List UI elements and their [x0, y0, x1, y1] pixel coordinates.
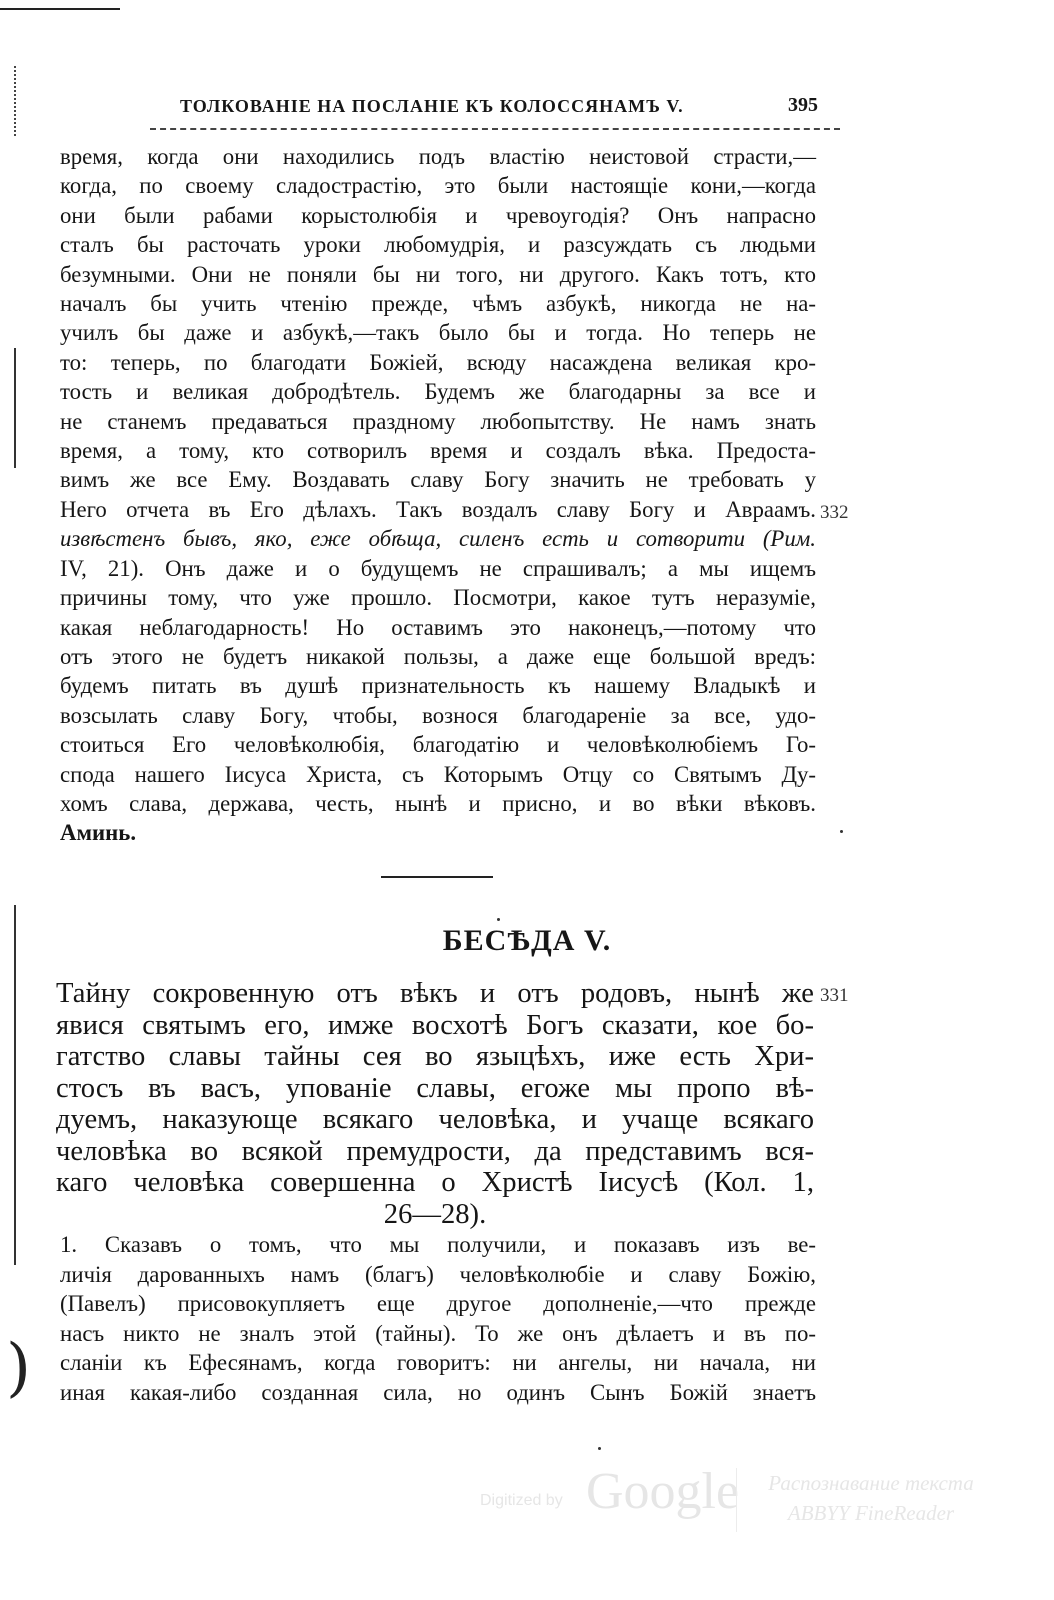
- watermark-recognition: [746, 1468, 996, 1528]
- scan-edge-bar: [14, 348, 16, 468]
- page-number: 395: [788, 94, 818, 116]
- text-line: личія дарованныхъ намъ (благъ) человѣколюбіе и славу Божію,: [60, 1261, 816, 1287]
- text-line: тость и великая добродѣтель. Будемъ же благодарны за все и: [60, 379, 816, 405]
- watermark-recognition-line: Распознавание текста: [768, 1471, 974, 1495]
- text-line: вимъ же все Ему. Воздавать славу Богу значить не требовать у: [60, 467, 816, 493]
- epigraph-line: человѣка во всякой премудрости, да представимъ вся-: [56, 1135, 814, 1167]
- section-divider: [381, 876, 493, 878]
- text-line: иная какая-либо созданная сила, но одинъ Сынъ Божій знаетъ: [60, 1379, 816, 1405]
- epigraph-line: Тайну сокровенную отъ вѣкъ и отъ родовъ, нынѣ же: [56, 978, 814, 1009]
- margin-reference-number: 332: [820, 502, 849, 523]
- text-line: они были рабами корыстолюбія и чревоугодія? Онъ напрасно: [60, 202, 816, 228]
- text-line: сталъ бы расточать уроки любомудрія, и разсуждать съ людьми: [60, 232, 816, 258]
- text-line: (Павелъ) присовокупляетъ еще другое дополненіе,—что прежде: [60, 1291, 816, 1316]
- text-line: хомъ слава, держава, честь, нынѣ и присно, и во вѣки вѣковъ.: [60, 790, 816, 816]
- text-line: время, а тому, кто сотворилъ время и создалъ вѣка. Предоста-: [60, 438, 816, 464]
- text-line: стоиться Его человѣколюбія, благодатію и человѣколюбіемъ Го-: [60, 732, 816, 758]
- scan-edge-marks: [14, 66, 20, 136]
- text-line: училъ бы даже и азбукѣ,—такъ было бы и тогда. Но теперь не: [60, 320, 816, 346]
- text-line: IV, 21). Онъ даже и о будущемъ не спрашивалъ; а мы ищемъ: [60, 555, 816, 581]
- margin-reference-number: 331: [820, 985, 849, 1006]
- watermark-separator: [736, 1468, 737, 1532]
- text-line: началъ бы учить чтенію прежде, чѣмъ азбукѣ, никогда не на-: [60, 291, 816, 317]
- text-line: то: теперь, по благодати Божіей, всюду насаждена великая кро-: [60, 349, 816, 375]
- text-line: какая неблагодарность! Но оставимъ это наконецъ,—потому что: [60, 614, 816, 640]
- text-line: сланіи къ Ефесянамъ, когда говоритъ: ни ангелы, ни начала, ни: [60, 1350, 816, 1375]
- text-line: не станемъ предаваться праздному любопытству. Не намъ знать: [60, 408, 816, 434]
- digitization-watermark: [480, 1463, 1000, 1548]
- watermark-recognition-line: ABBYY FineReader: [787, 1501, 955, 1525]
- scripture-epigraph: [56, 978, 814, 1230]
- watermark-digitized-by: Digitized by: [480, 1492, 563, 1509]
- text-line: спода нашего Іисуса Христа, съ Которымъ Отцу со Святымъ Ду-: [60, 761, 816, 787]
- continued-text-block: [60, 142, 816, 848]
- text-line: причины тому, что уже прошло. Посмотри, какое тутъ неразуміе,: [60, 585, 816, 611]
- text-line: когда, по своему сладострастію, это были настоящіе кони,—когда: [60, 173, 816, 199]
- scan-edge-bracket: ): [6, 1331, 31, 1405]
- text-line: безумными. Они не поняли бы ни того, ни другого. Какъ тотъ, кто: [60, 261, 816, 287]
- epigraph-line: гатство славы тайны сея во языцѣхъ, иже есть Хри-: [56, 1041, 814, 1072]
- scan-edge-bar: [14, 905, 16, 1265]
- epigraph-line: дуемъ, наказующе всякаго человѣка, и учаще всякаго: [56, 1104, 814, 1135]
- text-line: возсылать славу Богу, чтобы, вознося благодареніе за все, удо-: [60, 702, 816, 728]
- scan-speck: [497, 918, 500, 921]
- scan-speck: [840, 830, 843, 833]
- commentary-paragraph: [60, 1230, 816, 1407]
- text-line: Него отчета въ Его дѣлахъ. Такъ воздалъ славу Богу и Авраамъ.: [60, 496, 816, 522]
- text-line-amen: Аминь.: [60, 820, 137, 846]
- homily-title: БЕСѢДА V.: [442, 924, 612, 957]
- epigraph-line: явися святымъ его, имже восхотѣ Богъ сказати, кое бо-: [56, 1009, 814, 1041]
- watermark-google-logo: Google: [586, 1463, 740, 1520]
- text-line: будемъ питать въ душѣ признательность къ нашему Владыкѣ и: [60, 673, 816, 699]
- text-line-italic: извѣстенъ бывъ, яко, еже обѣща, силенъ есть и сотворити (Рим.: [60, 526, 816, 552]
- text-line: отъ этого не будетъ никакой пользы, а даже еще большой вредъ:: [60, 643, 816, 669]
- scan-edge-rule: [0, 8, 120, 10]
- epigraph-line: стосъ въ васъ, упованіе славы, егоже мы пропо вѣ-: [56, 1072, 814, 1104]
- running-header-title: ТОЛКОВАНІЕ НА ПОСЛАНІЕ КЪ КОЛОССЯНАМЪ V.: [180, 96, 684, 116]
- running-header: [150, 92, 840, 130]
- epigraph-line: каго человѣка совершенна о Христѣ Іисусѣ (Кол. 1,: [56, 1167, 814, 1198]
- scan-speck: [598, 1447, 601, 1450]
- text-line: время, когда они находились подъ властію неистовой страсти,—: [60, 144, 816, 169]
- text-line: 1. Сказавъ о томъ, что мы получили, и показавъ изъ ве-: [60, 1232, 816, 1257]
- epigraph-line: 26—28).: [383, 1198, 487, 1230]
- text-line: насъ никто не зналъ этой (тайны). То же онъ дѣлаетъ и въ по-: [60, 1320, 816, 1346]
